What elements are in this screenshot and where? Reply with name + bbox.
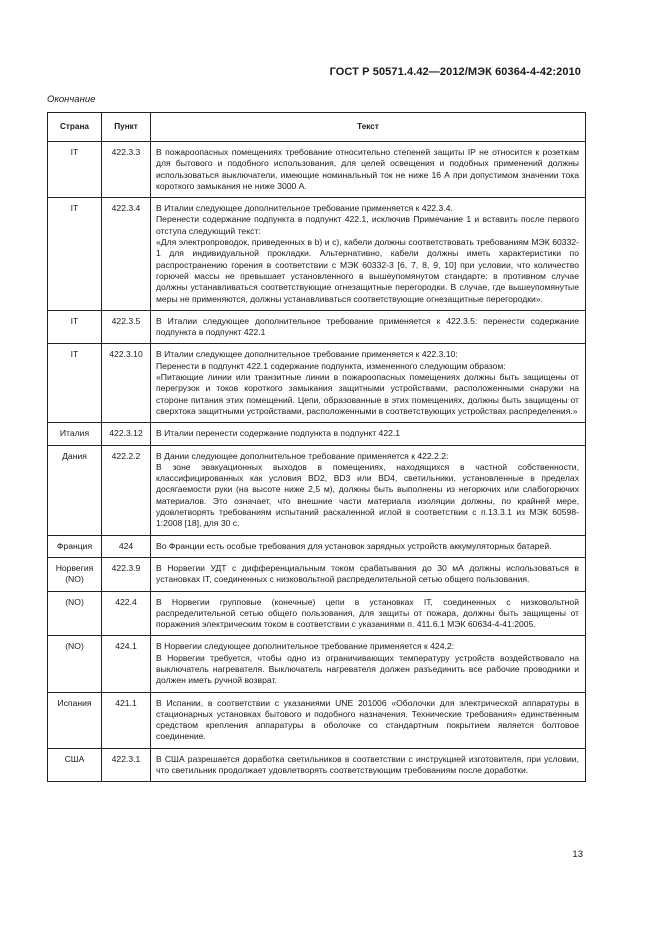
text-cell: Во Франции есть особые требования для установок зарядных устройств аккумуляторных батарей. [151, 535, 586, 557]
country-cell: IT [48, 142, 102, 198]
table-row [48, 557, 586, 591]
clause-cell: 422.2.2 [102, 445, 151, 535]
text-cell: В Норвегии следующее дополнительное требование применяется к 424.2: В Норвегии требуется, чтобы одно из ограничивающих температуру устройств воздействовало на выключатель нагревателя. Выключатель нагревателя должен разъединить все рабочие проводники и должен иметь ручной возврат. [151, 636, 586, 692]
clause-cell: 422.3.4 [102, 198, 151, 311]
country-cell: Дания [48, 445, 102, 535]
country-cell: Норвегия (NO) [48, 557, 102, 591]
text-cell: В Дании следующее дополнительное требование применяется к 422.2.2: В зоне эвакуационных выходов в помещениях, находящихся в частной собственности, классифицированных как условия BD2, BD3 или BD4, светильники, установленные в пределах досягаемости руки (на высоте ниже 2,5 м), должны быть выполнены из негорючих или слабогорючих материалов. Это означает, что внешние части материала изоляции должны, по крайней мере, удовлетворять требованиям испытаний раскаленной иглой в соответствии с п.13.3.1 из МЭК 60598-1:2008 [18], для 30 с. [151, 445, 586, 535]
country-cell: (NO) [48, 636, 102, 692]
continuation-label: Окончание [47, 94, 96, 105]
country-cell: IT [48, 310, 102, 344]
clause-cell: 424 [102, 535, 151, 557]
clause-cell: 422.4 [102, 591, 151, 636]
table-row [48, 535, 586, 557]
country-cell: IT [48, 344, 102, 423]
clause-cell: 422.3.3 [102, 142, 151, 198]
text-cell: В Италии следующее дополнительное требование применяется к 422.3.4. Перенести содержание подпункта в подпункт 422.1, исключив Примечание 1 и вставить после первого отступа следующий текст: «Для электропроводок, приведенных в b) и c), кабели должны соответствовать требованиям МЭК 60332-1 для индивидуальной прокладки. Альтернативно, кабели должны иметь характеристики по распространению горения в соответствии с МЭК 60332-3 [6, 7, 8, 9, 10] при условии, что количество горючей массы не превышает установленного в вышеупомянутом стандарте: в противном случае должны устанавливаться соответствующие огнезащитные перегородки. В случае, где вышеупомянутые меры не применяются, должны устанавливаться соответствующие огнезащитные перегородки». [151, 198, 586, 311]
page-number: 13 [572, 849, 583, 860]
text-cell: В Италии перенести содержание подпункта в подпункт 422.1 [151, 423, 586, 445]
text-cell: В Италии следующее дополнительное требование применяется к 422.3.10: Перенести в подпункт 422.1 содержание подпункта, измененного следующим образом: «Питающие линии или транзитные линии в пожароопасных помещениях должны быть защищены от перегрузок и токов короткого замыкания защитными устройствами, расположенными снаружи на стороне питания этих помещений. Цепи, образованные в этих помещениях, должны быть защищены от сверхтока защитными устройствами, расположенными в соответствующих устройствах распределения.» [151, 344, 586, 423]
text-cell: В пожароопасных помещениях требование относительно степеней защиты IP не относится к розеткам для бытового и подобного использования, для целей освещения и подобных применений должны использоваться выключатели, имеющие номинальный ток не ниже 16 А при допустимом значении тока короткого замыкания не ниже 3000 А. [151, 142, 586, 198]
clause-cell: 422.3.5 [102, 310, 151, 344]
table-row [48, 344, 586, 423]
table-row [48, 748, 586, 782]
country-cell: Франция [48, 535, 102, 557]
country-cell: США [48, 748, 102, 782]
table-row [48, 142, 586, 198]
table-row [48, 423, 586, 445]
text-cell: В Италии следующее дополнительное требование применяется к 422.3.5: перенести содержание подпункта в подпункт 422.1 [151, 310, 586, 344]
table-row [48, 591, 586, 636]
table-header-row [48, 113, 586, 142]
text-cell: В США разрешается доработка светильников в соответствии с инструкцией изготовителя, при условии, что светильник продолжает удовлетворять соответствующим требованиям после доработки. [151, 748, 586, 782]
clause-cell: 424.1 [102, 636, 151, 692]
country-cell: (NO) [48, 591, 102, 636]
country-cell: Италия [48, 423, 102, 445]
requirements-table [47, 112, 586, 782]
clause-cell: 422.3.10 [102, 344, 151, 423]
column-header-country: Страна [48, 113, 102, 142]
table-row [48, 692, 586, 748]
clause-cell: 422.3.12 [102, 423, 151, 445]
clause-cell: 422.3.9 [102, 557, 151, 591]
text-cell: В Испании, в соответствии с указаниями UNE 201006 «Оболочки для электрической аппаратуры в стационарных установках бытового и подобного назначения. Технические требования» единственным средством крепления аппаратуры в оболочке со стандартным покрытием является болтовое соединение. [151, 692, 586, 748]
country-cell: IT [48, 198, 102, 311]
table-row [48, 445, 586, 535]
document-header: ГОСТ Р 50571.4.42—2012/МЭК 60364-4-42:2010 [329, 66, 581, 78]
text-cell: В Норвегии групповые (конечные) цепи в установках IT, соединенных с низковольтной распределительной сетью общего пользования, для защиты от пожара, должны быть защищены от поражения электрическим током в соответствии с указаниями п. 411.6.1 МЭК 60634-4-41:2005. [151, 591, 586, 636]
clause-cell: 422.3.1 [102, 748, 151, 782]
column-header-text: Текст [151, 113, 586, 142]
clause-cell: 421.1 [102, 692, 151, 748]
column-header-clause: Пункт [102, 113, 151, 142]
text-cell: В Норвегии УДТ с дифференциальным током срабатывания до 30 мА должны использоваться в установках IT, соединенных с низковольтной распределительной сетью общего пользования. [151, 557, 586, 591]
table-row [48, 636, 586, 692]
table-row [48, 310, 586, 344]
country-cell: Испания [48, 692, 102, 748]
table-row [48, 198, 586, 311]
